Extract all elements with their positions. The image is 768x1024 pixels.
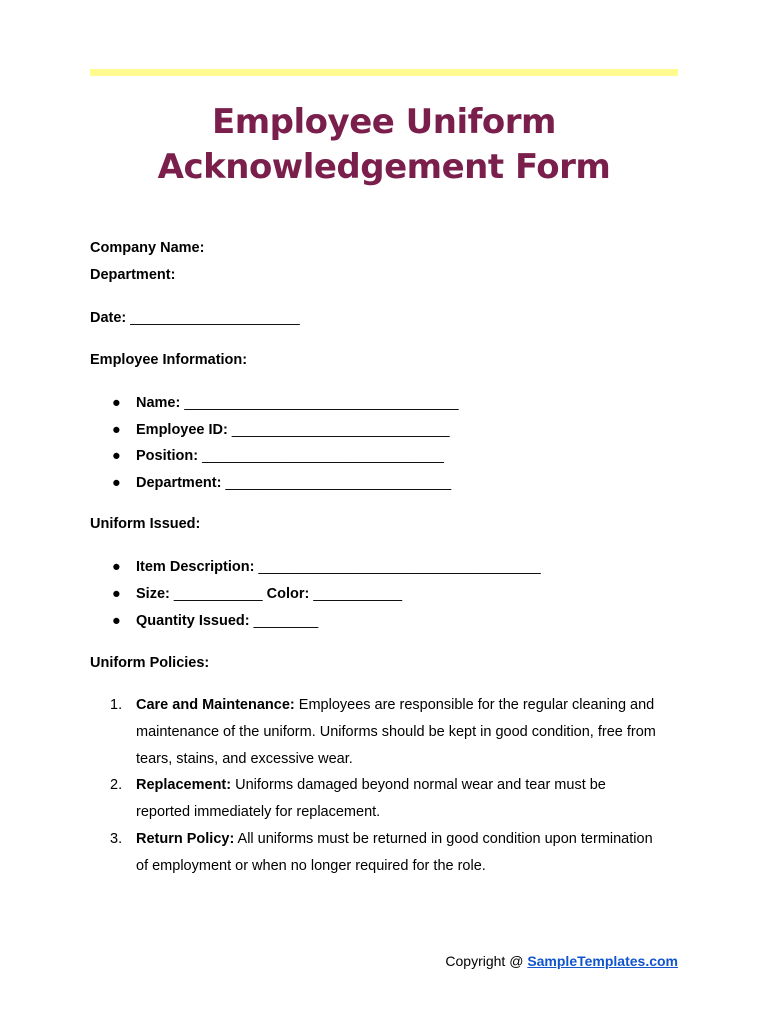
employee-id-label: Employee ID: <box>136 422 228 438</box>
list-item-size-color[interactable] <box>112 586 402 602</box>
list-item-position[interactable] <box>112 448 444 464</box>
name-blank[interactable]: __________________________________ <box>184 395 459 411</box>
date-blank[interactable]: _____________________ <box>130 310 300 326</box>
bullet-icon: ● <box>112 559 121 575</box>
title-line-2: Acknowledgement Form <box>157 147 611 187</box>
policy-text-line: of employment or when no longer required for the role. <box>136 858 486 874</box>
policy-title: Care and Maintenance: <box>136 697 295 713</box>
policy-text-line: reported immediately for replacement. <box>136 804 381 820</box>
item-description-blank[interactable]: ___________________________________ <box>258 559 541 575</box>
name-label: Name: <box>136 395 181 411</box>
position-label: Position: <box>136 448 199 464</box>
bullet-icon: ● <box>112 448 121 464</box>
policy-title: Replacement: <box>136 777 232 793</box>
policy-item-care <box>110 692 680 773</box>
list-item-employee-id[interactable] <box>112 422 450 438</box>
policy-number: 3. <box>110 831 123 847</box>
policy-item-return <box>110 826 680 880</box>
policy-text-line: Uniforms damaged beyond normal wear and tear must be <box>235 777 606 793</box>
uniform-issued-heading: Uniform Issued: <box>90 516 201 532</box>
item-description-label: Item Description: <box>136 559 255 575</box>
policy-text-line: Employees are responsible for the regular cleaning and <box>298 697 655 713</box>
list-item-quantity[interactable] <box>112 613 318 629</box>
top-accent-bar <box>90 69 678 76</box>
date-field[interactable] <box>90 310 300 326</box>
emp-department-blank[interactable]: ____________________________ <box>225 475 452 491</box>
footer-copyright <box>445 953 678 969</box>
list-item-department[interactable] <box>112 475 451 491</box>
date-label: Date: <box>90 310 127 326</box>
emp-department-label: Department: <box>136 475 222 491</box>
policy-text-line: All uniforms must be returned in good condition upon termination <box>237 831 653 847</box>
bullet-icon: ● <box>112 395 121 411</box>
title-line-1: Employee Uniform <box>212 102 556 142</box>
list-item-name[interactable] <box>112 395 459 411</box>
policy-text-line: maintenance of the uniform. Uniforms should be kept in good condition, free from <box>136 724 656 740</box>
list-item-item-description[interactable] <box>112 559 541 575</box>
employee-info-heading: Employee Information: <box>90 352 248 368</box>
size-label: Size: <box>136 586 170 602</box>
bullet-icon: ● <box>112 586 121 602</box>
company-name-label: Company Name: <box>90 240 205 256</box>
position-blank[interactable]: ______________________________ <box>202 448 444 464</box>
department-label: Department: <box>90 267 176 283</box>
color-label: Color: <box>266 586 310 602</box>
bullet-icon: ● <box>112 475 121 491</box>
policy-number: 1. <box>110 697 123 713</box>
uniform-policies-heading: Uniform Policies: <box>90 655 210 671</box>
bullet-icon: ● <box>112 422 121 438</box>
employee-id-blank[interactable]: ___________________________ <box>231 422 450 438</box>
page-title <box>90 100 678 190</box>
size-blank[interactable]: ___________ <box>173 586 263 602</box>
policy-item-replacement <box>110 772 680 826</box>
policy-title: Return Policy: <box>136 831 235 847</box>
quantity-blank[interactable]: ________ <box>253 613 319 629</box>
color-blank[interactable]: ___________ <box>313 586 403 602</box>
quantity-label: Quantity Issued: <box>136 613 250 629</box>
policy-number: 2. <box>110 777 123 793</box>
policy-text-line: tears, stains, and excessive wear. <box>136 751 353 767</box>
sampletemplates-link[interactable]: SampleTemplates.com <box>527 953 678 969</box>
bullet-icon: ● <box>112 613 121 629</box>
copyright-text: Copyright @ <box>445 953 528 969</box>
